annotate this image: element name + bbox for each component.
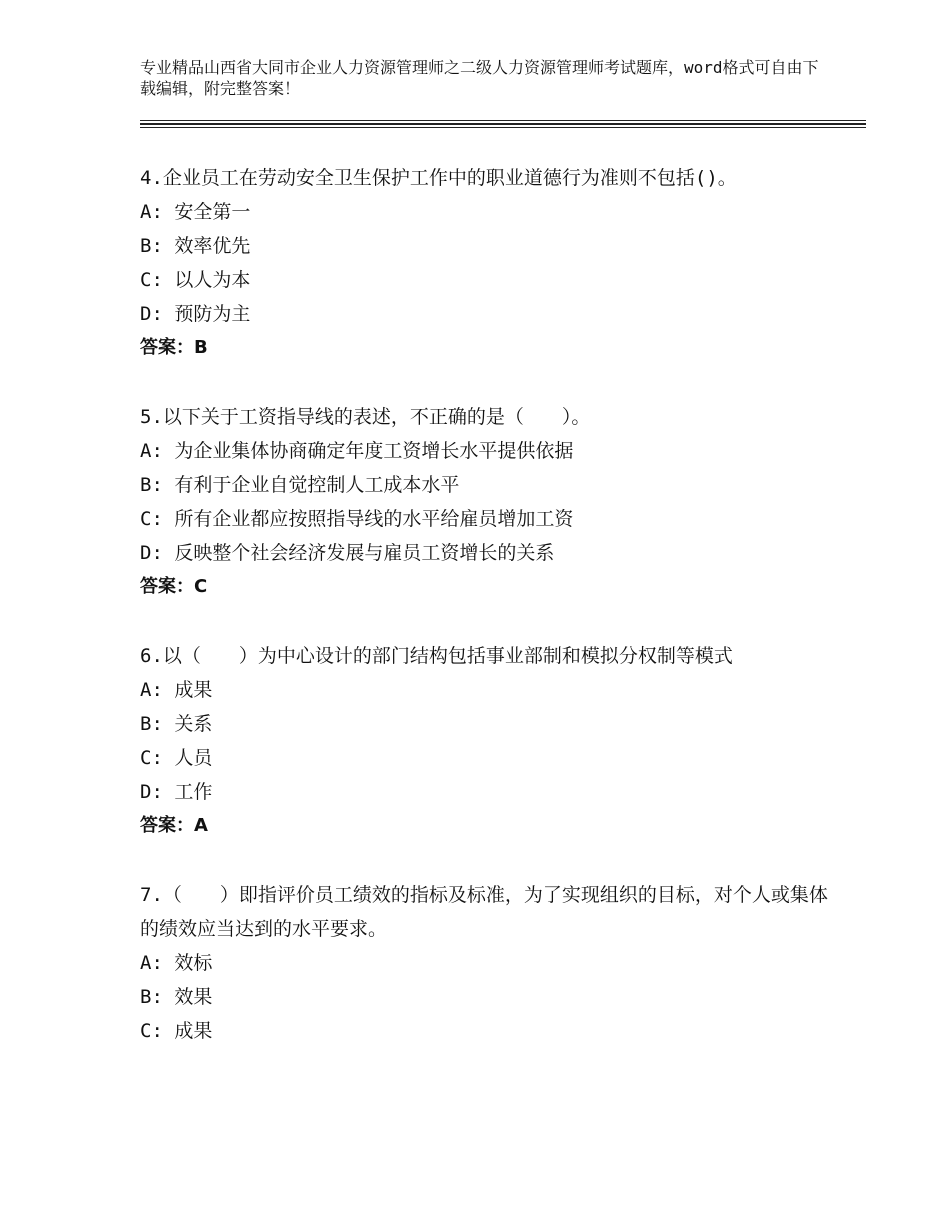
- option-c: C: 以人为本: [140, 269, 251, 291]
- option-c: C: 人员: [140, 747, 213, 769]
- option-b: B: 有利于企业自觉控制人工成本水平: [140, 474, 460, 496]
- option-d: D: 反映整个社会经济发展与雇员工资增长的关系: [140, 542, 555, 564]
- header-rule-middle: [140, 123, 866, 125]
- option-a: A: 效标: [140, 952, 213, 974]
- question-stem: 4.企业员工在劳动安全卫生保护工作中的职业道德行为准则不包括()。: [140, 167, 737, 189]
- header-rule-bottom: [140, 127, 866, 128]
- question-spacer: [140, 843, 830, 877]
- question-4: [140, 160, 830, 365]
- question-spacer: [140, 365, 830, 399]
- option-a: A: 为企业集体协商确定年度工资增长水平提供依据: [140, 440, 574, 462]
- option-a: A: 成果: [140, 679, 213, 701]
- option-d: D: 工作: [140, 781, 213, 803]
- answer-label: 答案：B: [140, 337, 208, 358]
- document-header: 专业精品山西省大同市企业人力资源管理师之二级人力资源管理师考试题库，word格式可自由下载编辑，附完整答案！: [140, 58, 819, 98]
- option-b: B: 效果: [140, 986, 213, 1008]
- header-rule-top: [140, 120, 866, 121]
- option-a: A: 安全第一: [140, 201, 251, 223]
- answer-label: 答案：A: [140, 815, 208, 836]
- question-5: [140, 399, 830, 604]
- option-b: B: 关系: [140, 713, 213, 735]
- answer-label: 答案：C: [140, 576, 208, 597]
- question-7: [140, 877, 830, 1048]
- option-d: D: 预防为主: [140, 303, 251, 325]
- question-list: [140, 160, 830, 1048]
- question-stem: 6.以（ ）为中心设计的部门结构包括事业部制和模拟分权制等模式: [140, 645, 733, 667]
- question-spacer: [140, 604, 830, 638]
- question-stem: 5.以下关于工资指导线的表述，不正确的是（ ）。: [140, 406, 591, 428]
- question-6: [140, 638, 830, 843]
- option-b: B: 效率优先: [140, 235, 251, 257]
- option-c: C: 所有企业都应按照指导线的水平给雇员增加工资: [140, 508, 574, 530]
- question-stem: 7.（ ）即指评价员工绩效的指标及标准，为了实现组织的目标，对个人或集体的绩效应当达到的水平要求。: [140, 884, 828, 940]
- option-c: C: 成果: [140, 1020, 213, 1042]
